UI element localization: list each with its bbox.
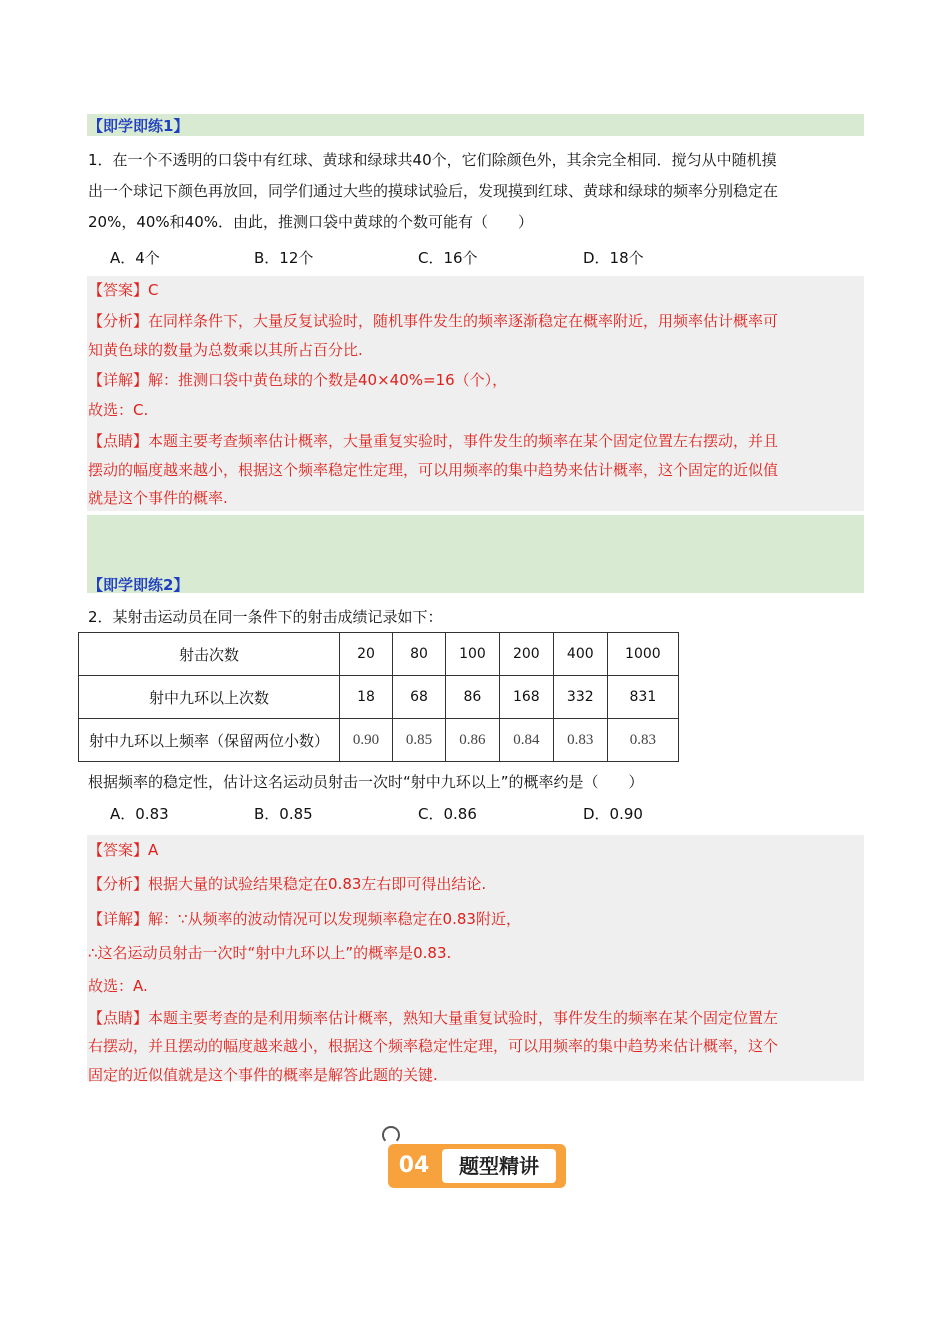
table-cell: 100 xyxy=(445,633,499,676)
exercise1-comment-line3: 就是这个事件的概率. xyxy=(88,489,228,507)
table-cell: 1000 xyxy=(607,633,678,676)
table-cell: 68 xyxy=(392,676,445,719)
table-cell: 168 xyxy=(499,676,553,719)
table-cell: 0.85 xyxy=(392,719,445,762)
section-badge-label: 题型精讲 xyxy=(442,1149,556,1183)
table-row xyxy=(79,676,679,719)
exercise1-option-b[interactable]: B．12个 xyxy=(254,249,314,267)
exercise2-choice: 故选：A. xyxy=(88,977,148,995)
table-cell: 400 xyxy=(553,633,607,676)
table-cell: 0.83 xyxy=(553,719,607,762)
exercise2-answer: 【答案】A xyxy=(88,841,159,859)
exercise1-option-a[interactable]: A．4个 xyxy=(110,249,160,267)
exercise2-option-c[interactable]: C．0.86 xyxy=(418,805,477,823)
table-cell: 332 xyxy=(553,676,607,719)
table-cell: 86 xyxy=(445,676,499,719)
badge-curl-icon xyxy=(382,1126,400,1144)
exercise2-option-b[interactable]: B．0.85 xyxy=(254,805,313,823)
exercise2-option-d[interactable]: D．0.90 xyxy=(583,805,643,823)
section-badge xyxy=(388,1144,566,1188)
table-cell: 20 xyxy=(340,633,393,676)
table-cell: 0.90 xyxy=(340,719,393,762)
exercise1-header-bar xyxy=(87,114,864,136)
exercise1-analysis-line1: 【分析】在同样条件下，大量反复试验时，随机事件发生的频率逐渐稳定在概率附近，用频率估计概率可 xyxy=(88,312,779,330)
table-cell: 831 xyxy=(607,676,678,719)
exercise1-answer: 【答案】C xyxy=(88,281,159,299)
exercise1-analysis-line2: 知黄色球的数量为总数乘以其所占百分比. xyxy=(88,341,363,359)
exercise2-comment-line2: 右摆动，并且摆动的幅度越来越小，根据这个频率稳定性定理，可以用频率的集中趋势来估计概率，这个 xyxy=(88,1037,779,1055)
table-row-label: 射中九环以上频率（保留两位小数） xyxy=(79,719,340,762)
table-cell: 0.84 xyxy=(499,719,553,762)
exercise1-question-line1: 1．在一个不透明的口袋中有红球、黄球和绿球共40个，它们除颜色外，其余完全相同．搅匀从中随机摸 xyxy=(88,151,777,169)
exercise2-header-bar xyxy=(87,515,864,593)
exercise2-question-followup: 根据频率的稳定性，估计这名运动员射击一次时“射中九环以上”的概率约是（ ） xyxy=(88,773,644,791)
exercise1-option-c[interactable]: C．16个 xyxy=(418,249,478,267)
exercise2-analysis: 【分析】根据大量的试验结果稳定在0.83左右即可得出结论. xyxy=(88,875,487,893)
table-cell: 18 xyxy=(340,676,393,719)
section-badge-number: 04 xyxy=(398,1153,430,1178)
exercise2-comment-line1: 【点睛】本题主要考查的是利用频率估计概率，熟知大量重复试验时，事件发生的频率在某个固定位置左 xyxy=(88,1009,779,1027)
exercise1-question-line3: 20%，40%和40%．由此，推测口袋中黄球的个数可能有（ ） xyxy=(88,213,534,231)
exercise1-detail: 【详解】解：推测口袋中黄色球的个数是40×40%=16（个）， xyxy=(88,371,508,389)
exercise1-option-d[interactable]: D．18个 xyxy=(583,249,644,267)
table-row-label: 射中九环以上次数 xyxy=(79,676,340,719)
exercise2-comment-line3: 固定的近似值就是这个事件的概率是解答此题的关键. xyxy=(88,1066,438,1084)
table-cell: 0.86 xyxy=(445,719,499,762)
exercise1-choice: 故选：C. xyxy=(88,401,149,419)
table-row xyxy=(79,719,679,762)
exercise1-comment-line1: 【点睛】本题主要考查频率估计概率，大量重复实验时，事件发生的频率在某个固定位置左右摆动，并且 xyxy=(88,432,779,450)
exercise2-detail-line2: ∴这名运动员射击一次时“射中九环以上”的概率是0.83. xyxy=(88,944,452,962)
exercise2-question: 2．某射击运动员在同一条件下的射击成绩记录如下： xyxy=(88,608,443,626)
table-cell: 0.83 xyxy=(607,719,678,762)
table-row xyxy=(79,633,679,676)
table-cell: 200 xyxy=(499,633,553,676)
exercise2-option-a[interactable]: A．0.83 xyxy=(110,805,169,823)
table-cell: 80 xyxy=(392,633,445,676)
table-row-label: 射击次数 xyxy=(79,633,340,676)
exercise1-header: 【即学即练1】 xyxy=(88,117,189,135)
exercise1-question-line2: 出一个球记下颜色再放回，同学们通过大些的摸球试验后，发现摸到红球、黄球和绿球的频率分别稳定在 xyxy=(88,182,779,200)
exercise2-detail-line1: 【详解】解：∵从频率的波动情况可以发现频率稳定在0.83附近， xyxy=(88,910,521,928)
shooting-record-table xyxy=(78,632,679,762)
exercise1-comment-line2: 摆动的幅度越来越小，根据这个频率稳定性定理，可以用频率的集中趋势来估计概率，这个固定的近似值 xyxy=(88,461,779,479)
exercise2-header: 【即学即练2】 xyxy=(88,576,189,594)
